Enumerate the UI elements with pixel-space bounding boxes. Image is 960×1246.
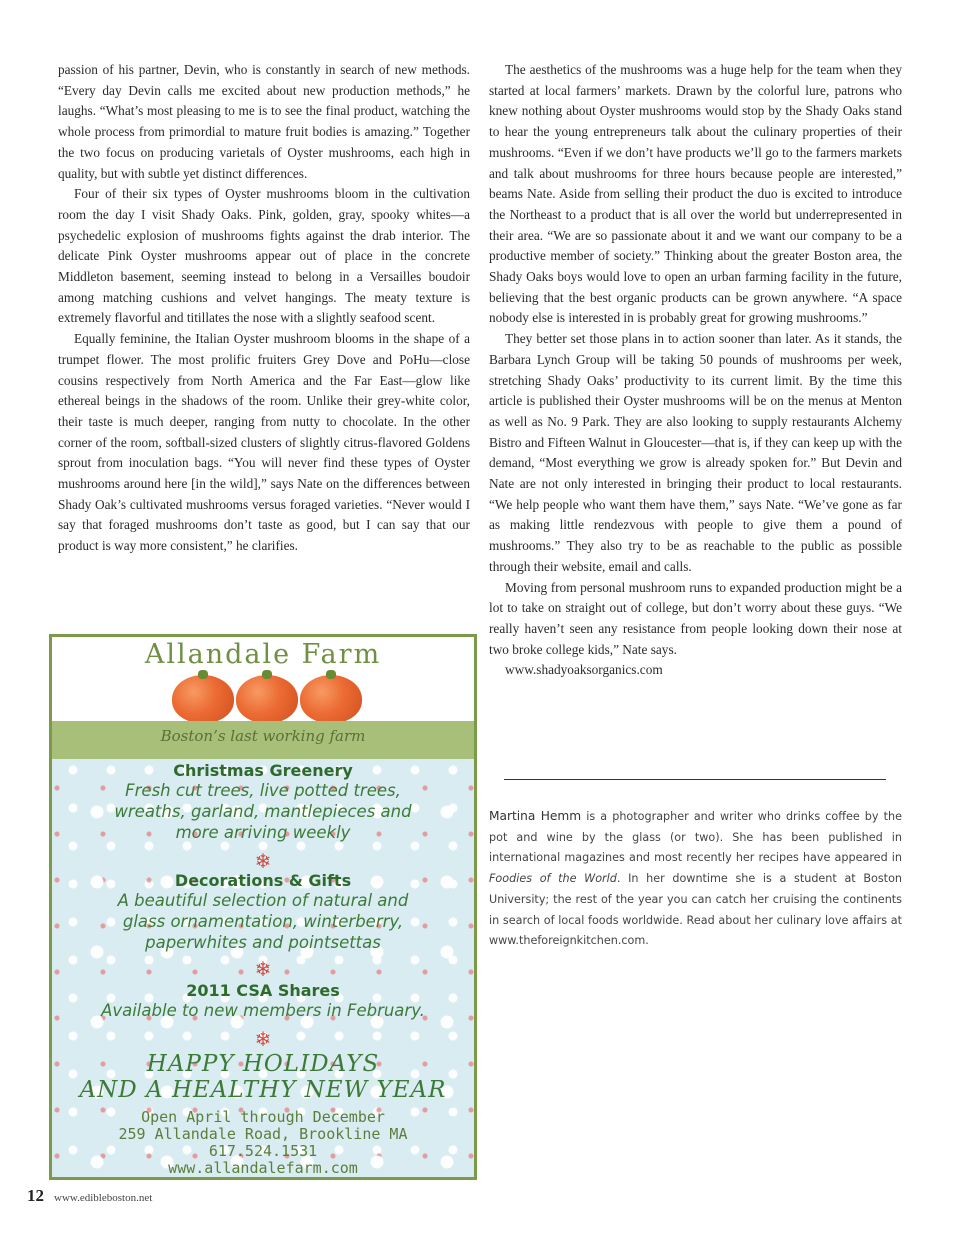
ad-section-heading: Christmas Greenery <box>173 761 353 780</box>
ad-section-heading: Decorations & Gifts <box>174 871 352 890</box>
author-bio <box>489 806 902 952</box>
ad-hours: Open April through December <box>141 1108 385 1126</box>
ad-section-heading: 2011 CSA Shares <box>186 981 340 1000</box>
ad-header <box>52 637 474 723</box>
ad-body <box>52 759 474 1180</box>
ad-section-line: paperwhites and pointsettas <box>145 933 381 952</box>
ad-website-link[interactable]: www.allandalefarm.com <box>168 1159 358 1177</box>
snowflake-icon: ❄ <box>254 1029 272 1051</box>
ad-section-csa <box>52 981 474 1021</box>
ad-section-line: glass ornamentation, winterberry, <box>122 912 404 931</box>
paragraph: Four of their six types of Oyster mushrooms bloom in the cultivation room the day I visit Shady Oaks. Pink, golden, gray, spooky whites—a psychedelic explosion of mushrooms fights against the drab interior. The delicate Pink Oyster mushrooms appear out of place in the concrete Middleton basement, seeming instead to belong in a Versailles boudoir among matching cushions and velvet hangings. The meaty texture is extremely flavorful and titillates the nose with a slightly seafood scent. <box>58 186 470 326</box>
ad-section-line: A beautiful selection of natural and <box>117 891 409 910</box>
snowflake-icon: ❄ <box>254 851 272 873</box>
tomato-icon <box>300 675 362 723</box>
holiday-greeting-line2: AND A HEALTHY NEW YEAR <box>79 1077 447 1103</box>
ad-title: Allandale Farm <box>144 639 382 670</box>
ad-phone: 617.524.1531 <box>208 1142 318 1160</box>
bio-text: is a photographer and writer who drinks coffee by the pot and wine by the glass (or two). She has been published in international magazines and most recently her recipes have appeared in <box>489 810 902 865</box>
section-divider <box>504 779 886 780</box>
ad-section-line: wreaths, garland, mantlepieces and <box>114 802 412 821</box>
article-right-column <box>489 60 902 681</box>
ad-section-line: Fresh cut trees, live potted trees, <box>125 781 401 800</box>
article-left-column <box>58 60 470 557</box>
publication-title: Foodies of the World <box>489 872 617 886</box>
article-website-link[interactable]: www.shadyoaksorganics.com <box>505 662 663 678</box>
paragraph: Moving from personal mushroom runs to expanded production might be a lot to take on straight out of college, but don’t worry about these guys. “We really haven’t seen any resistance from people looking down their nose at two broke college kids,” Nate says. <box>489 579 902 657</box>
holiday-greeting-line1: HAPPY HOLIDAYS <box>146 1051 380 1077</box>
paragraph: The aesthetics of the mushrooms was a huge help for the team when they started at local farmers’ markets. Drawn by the colorful lure, patrons who knew nothing about Oyster mushrooms would stop by the Shady Oaks stand to hear the young entrepreneurs talk about the culinary properties of their mushrooms. “Even if we don’t have products we’ll go to the farmers markets and talk about mushrooms for three hours because people are interested,” beams Nate. Aside from selling their product the duo is excited to introduce the Northeast to a product that is all over the world but underrepresented in their area. “We are so passionate about it and we want our company to be a productive member of society.” Thinking about the greater Boston area, the Shady Oaks boys would love to open an urban farming facility in the future, believing that the best organic products can be grown anywhere. “A space nobody else is interested in is probably great for growing mushrooms.” <box>489 62 902 326</box>
ad-section-line: more arriving weekly <box>175 823 351 842</box>
page-number: 12 <box>27 1186 44 1205</box>
footer-website-link[interactable]: www.edibleboston.net <box>54 1192 153 1204</box>
paragraph: Equally feminine, the Italian Oyster mushroom blooms in the shape of a trumpet flower. The most prolific fruiters Grey Dove and PoHu—close cousins respectively from North America and the Far East—glow like ethereal beings in the shadows of the room. Unlike their grey-white color, their taste is much deeper, ranging from nutty to chocolate. In the other corner of the room, softball-sized clusters of slightly citrus-flavored Goldens sprout from inoculation bags. “You will never find these types of Oyster mushrooms around here [in the wild],” says Nate on the differences between Shady Oak’s cultivated mushrooms versus foraged varieties. “Never would I say that foraged mushrooms don’t taste as good, but I can say that our product is way more consistent,” he clarifies. <box>58 331 470 554</box>
allandale-farm-advertisement[interactable] <box>49 634 477 1180</box>
ad-address: 259 Allandale Road, Brookline MA <box>118 1125 408 1143</box>
page-footer <box>27 1186 152 1206</box>
ad-section-decorations <box>52 871 474 953</box>
ad-section-greenery <box>52 761 474 843</box>
ad-tagline: Boston’s last working farm <box>160 727 366 745</box>
snowflake-icon: ❄ <box>254 959 272 981</box>
bio-text: . In her downtime she is a student at Boston University; the rest of the year you can catch her cruising the continents in search of local foods worldwide. Read about her culinary love affairs at www.theforeignkitchen.com. <box>489 872 903 948</box>
paragraph: passion of his partner, Devin, who is constantly in search of new methods. “Every day Devin calls me excited about new production methods,” he laughs. “What’s most pleasing to me is to see the final product, watching the whole process from primordial to mature fruit bodies is amazing.” Together the two focus on producing varietals of Oyster mushrooms, each high in quality, but with subtle yet distinct differences. <box>58 62 470 181</box>
ad-section-line: Available to new members in February. <box>101 1001 425 1020</box>
paragraph: They better set those plans in to action sooner than later. As it stands, the Barbara Lynch Group will be taking 50 pounds of mushrooms per week, stretching Shady Oaks’ productivity to its current limit. By the time this article is published their Oyster mushrooms will be on the menus at Menton as well as No. 9 Park. They are also looking to supply restaurants Alchemy Bistro and Fifteen Walnut in Gloucester—that is, if they can keep up with the demand, “Most everything we grow is already spoken for.” But Devin and Nate are not only interested in bringing their product to local restaurants. “We help people who want them have them,” says Nate. “We’ve gone as far as making little rendezvous with people to give them a pound of mushrooms.” They also try to be as reachable to the public as possible through their website, email and calls. <box>489 331 902 574</box>
tomato-icon <box>236 675 298 723</box>
author-name: Martina Hemm <box>489 809 582 823</box>
tomato-icon <box>172 675 234 723</box>
